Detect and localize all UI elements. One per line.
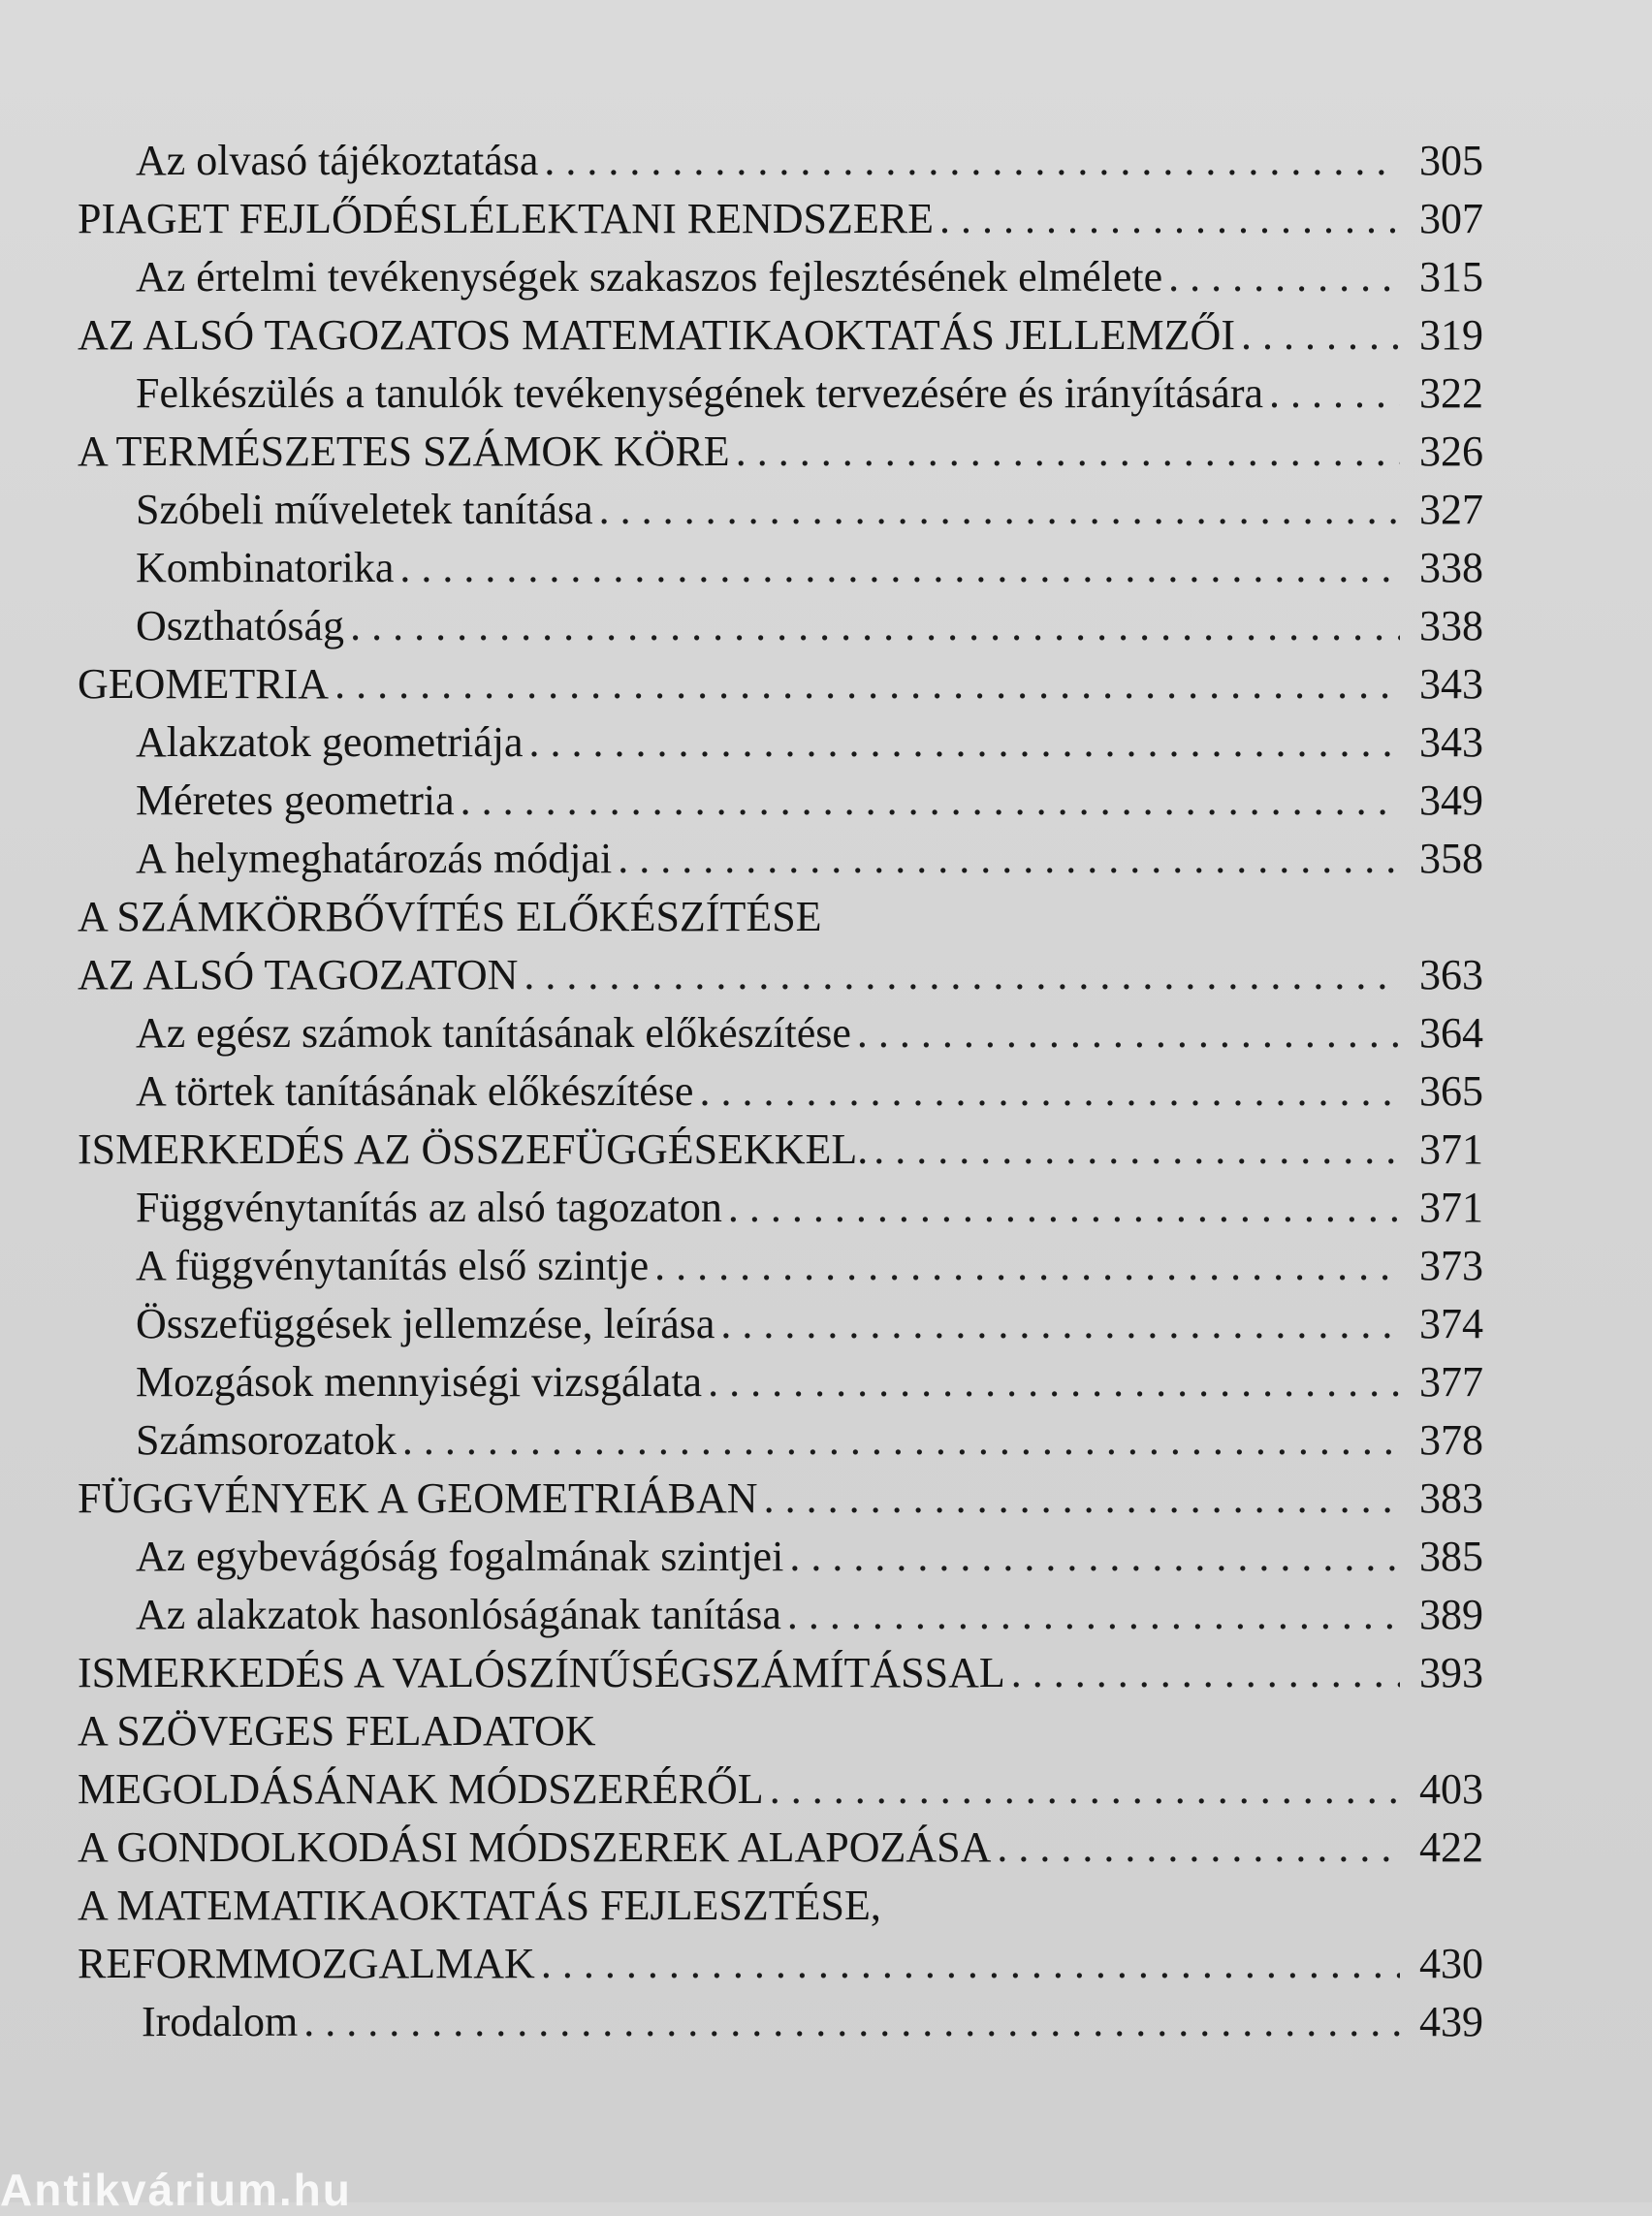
table-of-contents — [78, 132, 1483, 2051]
dot-leader — [303, 1993, 1400, 2051]
toc-entry-title: PIAGET FEJLŐDÉSLÉLEKTANI RENDSZERE — [78, 195, 934, 242]
toc-entry — [78, 1470, 1483, 1528]
toc-entry-page-number: 315 — [1419, 253, 1483, 301]
toc-entry-page-number: 374 — [1419, 1300, 1483, 1347]
toc-entry-page-number: 358 — [1419, 835, 1483, 882]
toc-entry-page-number: 389 — [1419, 1591, 1483, 1638]
dot-leader — [654, 1237, 1400, 1295]
toc-entry-page-number: 343 — [1419, 660, 1483, 708]
dot-leader — [524, 946, 1400, 1004]
toc-entry-page-number: 326 — [1419, 427, 1483, 475]
toc-entry-title: ISMERKEDÉS AZ ÖSSZEFÜGGÉSEKKEL. — [78, 1125, 869, 1173]
dot-leader — [1168, 248, 1400, 306]
toc-entry-page-number: 307 — [1419, 195, 1483, 242]
dot-leader — [939, 190, 1400, 248]
toc-entry-page-number: 349 — [1419, 776, 1483, 824]
toc-entry — [78, 772, 1483, 830]
dot-leader — [787, 1586, 1400, 1644]
toc-entry-title: Az egybevágóság fogalmának szintjei — [136, 1533, 784, 1580]
toc-entry-title: Szóbeli műveletek tanítása — [136, 486, 593, 533]
dot-leader — [728, 1179, 1400, 1237]
dot-leader — [528, 713, 1400, 772]
toc-entry — [78, 132, 1483, 190]
toc-entry-page-number: 371 — [1419, 1184, 1483, 1231]
toc-entry — [78, 1760, 1483, 1819]
toc-entry-page-number: 403 — [1419, 1765, 1483, 1813]
dot-leader — [544, 132, 1400, 190]
toc-entry-title: A MATEMATIKAOKTATÁS FEJLESZTÉSE, — [78, 1882, 881, 1929]
toc-entry-page-number: 378 — [1419, 1416, 1483, 1464]
toc-entry-title: A SZÁMKÖRBŐVÍTÉS ELŐKÉSZÍTÉSE — [78, 893, 822, 940]
toc-entry-page-number: 373 — [1419, 1242, 1483, 1289]
toc-entry-title: Felkészülés a tanulók tevékenységének tervezésére és irányítására — [136, 369, 1264, 417]
toc-entry — [78, 1062, 1483, 1121]
toc-entry — [78, 1411, 1483, 1470]
toc-entry-page-number: 393 — [1419, 1649, 1483, 1696]
toc-entry-page-number: 383 — [1419, 1474, 1483, 1522]
toc-entry-title: REFORMMOZGALMAK — [78, 1940, 535, 1987]
toc-entry — [78, 306, 1483, 364]
dot-leader — [708, 1353, 1400, 1411]
toc-entry-page-number: 385 — [1419, 1533, 1483, 1580]
toc-entry-title: Az olvasó tájékoztatása — [136, 137, 539, 184]
dot-leader — [1241, 306, 1400, 364]
dot-leader — [461, 772, 1400, 830]
toc-entry-title: A helymeghatározás módjai — [136, 835, 613, 882]
dot-leader — [1011, 1644, 1400, 1702]
dot-leader — [618, 830, 1400, 888]
toc-entry-page-number: 322 — [1419, 369, 1483, 417]
toc-entry — [78, 1353, 1483, 1411]
toc-entry-page-number: 327 — [1419, 486, 1483, 533]
dot-leader — [720, 1295, 1400, 1353]
toc-entry — [78, 1702, 1483, 1760]
toc-entry-title: Irodalom — [142, 1998, 299, 2045]
toc-entry-title: AZ ALSÓ TAGOZATON — [78, 951, 519, 998]
toc-entry — [78, 1528, 1483, 1586]
toc-entry-title: Méretes geometria — [136, 776, 455, 824]
toc-entry-title: Mozgások mennyiségi vizsgálata — [136, 1358, 703, 1406]
toc-entry-page-number: 422 — [1419, 1823, 1483, 1871]
toc-entry-title: Oszthatóság — [136, 602, 345, 649]
toc-entry — [78, 1644, 1483, 1702]
toc-entry-title: FÜGGVÉNYEK A GEOMETRIÁBAN — [78, 1474, 758, 1522]
toc-entry-title: Az értelmi tevékenységek szakaszos fejlesztésének elmélete — [136, 253, 1163, 301]
toc-entry — [78, 1179, 1483, 1237]
toc-entry — [78, 1237, 1483, 1295]
toc-entry — [78, 655, 1483, 713]
toc-entry — [78, 1295, 1483, 1353]
toc-entry — [78, 1586, 1483, 1644]
dot-leader — [789, 1528, 1400, 1586]
dot-leader — [874, 1121, 1400, 1179]
toc-entry-page-number: 377 — [1419, 1358, 1483, 1406]
toc-entry-title: A függvénytanítás első szintje — [136, 1242, 650, 1289]
toc-entry — [78, 1935, 1483, 1993]
toc-entry-title: Kombinatorika — [136, 544, 395, 591]
dot-leader — [541, 1935, 1400, 1993]
toc-entry-page-number: 343 — [1419, 718, 1483, 766]
toc-entry-page-number: 363 — [1419, 951, 1483, 998]
dot-leader — [764, 1470, 1400, 1528]
toc-entry — [78, 713, 1483, 772]
toc-entry — [78, 481, 1483, 539]
toc-entry-title: Az alakzatok hasonlóságának tanítása — [136, 1591, 781, 1638]
toc-entry-page-number: 364 — [1419, 1009, 1483, 1057]
toc-entry-title: A GONDOLKODÁSI MÓDSZEREK ALAPOZÁSA — [78, 1823, 992, 1871]
toc-entry — [78, 597, 1483, 655]
toc-entry — [78, 364, 1483, 423]
toc-entry-page-number: 305 — [1419, 137, 1483, 184]
dot-leader — [997, 1819, 1400, 1877]
dot-leader — [350, 597, 1400, 655]
dot-leader — [399, 539, 1400, 597]
toc-entry-title: MEGOLDÁSÁNAK MÓDSZERÉRŐL — [78, 1765, 764, 1813]
toc-entry — [78, 539, 1483, 597]
toc-entry-title: Függvénytanítás az alsó tagozaton — [136, 1184, 722, 1231]
dot-leader — [857, 1004, 1400, 1062]
toc-entry-page-number: 338 — [1419, 602, 1483, 649]
toc-entry — [78, 1819, 1483, 1877]
toc-entry — [78, 1004, 1483, 1062]
toc-entry-title: AZ ALSÓ TAGOZATOS MATEMATIKAOKTATÁS JELLEMZŐI — [78, 311, 1235, 359]
toc-entry — [78, 423, 1483, 481]
dot-leader — [736, 423, 1400, 481]
toc-entry — [78, 1121, 1483, 1179]
toc-entry-title: A törtek tanításának előkészítése — [136, 1067, 694, 1115]
toc-entry-title: A SZÖVEGES FELADATOK — [78, 1707, 596, 1755]
toc-entry — [78, 1993, 1483, 2051]
toc-entry-title: ISMERKEDÉS A VALÓSZÍNŰSÉGSZÁMÍTÁSSAL — [78, 1649, 1005, 1696]
toc-entry-title: Összefüggések jellemzése, leírása — [136, 1300, 715, 1347]
dot-leader — [699, 1062, 1400, 1121]
toc-entry — [78, 1877, 1483, 1935]
toc-entry-title: Alakzatok geometriája — [136, 718, 524, 766]
toc-entry-title: GEOMETRIA — [78, 660, 330, 708]
dot-leader — [334, 655, 1400, 713]
toc-entry-page-number: 365 — [1419, 1067, 1483, 1115]
toc-entry-page-number: 430 — [1419, 1940, 1483, 1987]
toc-entry-page-number: 338 — [1419, 544, 1483, 591]
toc-entry-page-number: 439 — [1419, 1998, 1483, 2045]
toc-entry-page-number: 319 — [1419, 311, 1483, 359]
dot-leader — [402, 1411, 1400, 1470]
toc-entry-title: A TERMÉSZETES SZÁMOK KÖRE — [78, 427, 730, 475]
toc-entry — [78, 248, 1483, 306]
dot-leader — [599, 481, 1400, 539]
toc-entry — [78, 830, 1483, 888]
toc-entry — [78, 888, 1483, 946]
dot-leader — [1269, 364, 1400, 423]
toc-entry-title: Számsorozatok — [136, 1416, 397, 1464]
dot-leader — [770, 1760, 1400, 1819]
toc-entry-title: Az egész számok tanításának előkészítése — [136, 1009, 851, 1057]
watermark: Antikvárium.hu — [0, 2165, 352, 2215]
toc-entry-page-number: 371 — [1419, 1125, 1483, 1173]
toc-entry — [78, 190, 1483, 248]
toc-entry — [78, 946, 1483, 1004]
